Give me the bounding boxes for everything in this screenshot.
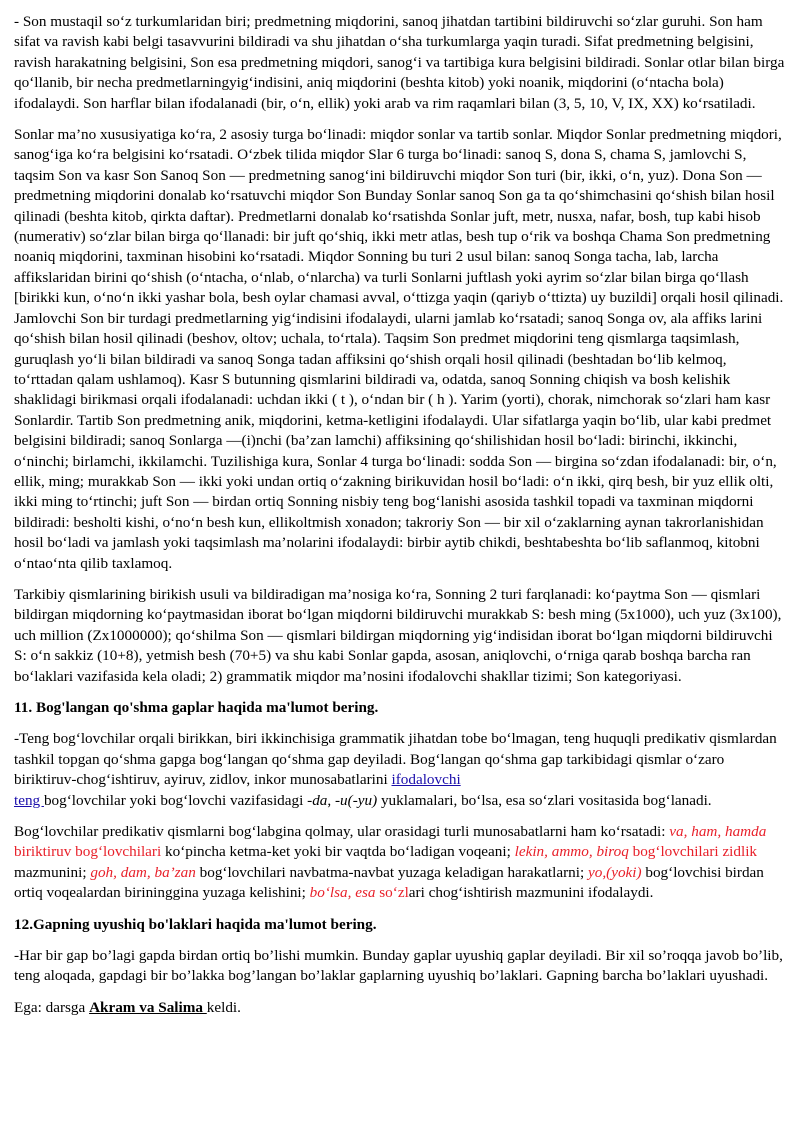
text-segment: mazmunini; [14, 863, 91, 881]
paragraph-uyushiq: -Har bir gap bo’lagi gapda birdan ortiq bo’lishi mumkin. Bunday gaplar uyushiq gaplar deyiladi. Bir xil so’roqqa javob bo’lib, teng aloqada, gapdagi bir bo’lakka bog’langan bo’laklar gaplarning uyushiq bo’laklari. Gapning barcha bo’laklari uyushadi. [14, 947, 783, 985]
heading-question-11: 11. Bog'langan qo'shma gaplar haqida ma'lumot bering. [14, 699, 379, 716]
text-segment: , [327, 791, 335, 809]
text-lekin-ammo-biroq: lekin, ammo, biroq [514, 843, 629, 861]
text-biriktiruv: biriktiruv bog‘lovchilari [14, 843, 162, 861]
text-segment: keldi. [206, 998, 241, 1016]
text-segment: bog‘lovchilar yoki bog‘lovchi vazifasidagi [43, 791, 308, 809]
text-bolsa-esa: bo‘lsa, esa [309, 884, 376, 902]
text-segment: ko‘pincha ketma-ket yoki bir vaqtda bo‘ladigan voqeani; [161, 843, 515, 861]
text-segment: bog‘lovchilari navbatma-navbat yuzaga keladigan harakatlarni; [195, 863, 589, 881]
text-segment: -Teng bog‘lovchilar orqali birikkan, biri ikkinchisiga grammatik jihatdan tobe bo‘lmagan, teng huquqli predikativ qismlardan tashkil topgan qo‘shma gapga bog‘langan qo‘shma gap deyiladi. Bog‘langan qo‘shma gap tarkibidagi qismlar o‘zaro biriktiruv-chog‘ishtiruv, ayiruv, zidlov, inkor munosabatlarini [14, 730, 777, 789]
text-u-yu: -u(-yu) [334, 791, 378, 809]
paragraph-example-ega [14, 998, 786, 1018]
text-segment: Ega: darsga [14, 998, 90, 1016]
text-zidlik: bog‘lovchilari zidlik [628, 843, 758, 861]
text-va-ham-hamda: va, ham, hamda [669, 823, 767, 841]
text-segment: ari chog‘ishtirish mazmunini ifodalaydi. [408, 884, 654, 902]
text-segment: bog‘lovchisi birdan ortiq voqealardan birininggina yuzaga kelishini; [14, 863, 764, 902]
paragraph-son-definition: - Son mustaqil so‘z turkumlaridan biri; predmetning miqdorini, sanoq jihatdan tartibini bildiruvchi so‘zlar guruhi. Son ham sifat va ravish kabi belgi tasavvurini bildiradi va shu jihatdan o‘sha turkumlarga yaqin turadi. Sifat predmetning belgisini, ravish harakatning belgisini, Son esa predmetning miqdori, sanog‘i va tartibiga kura belgisini bildiradi. Sonlar otlar bilan birga qo‘llanib, bir necha predmetlarningyig‘indisini, aniq miqdorini (beshta kitob) yoki noanik, miqdorini (o‘ntacha bola) ifodalaydi. Son harflar bilan ifodalanadi (bir, o‘n, ellik) yoki arab va rim raqamlari bilan (3, 5, 10, V, IX, XX) ko‘rsatiladi. [14, 13, 785, 112]
text-da: -da [307, 791, 328, 809]
text-akram-va-salima: Akram va Salima [89, 998, 207, 1016]
text-sozl: so‘zl [375, 884, 409, 902]
paragraph-son-structure: Tarkibiy qismlarining birikish usuli va bildiradigan ma’nosiga ko‘ra, Sonning 2 turi farqlanadi: ko‘paytma Son — qismlari bildirgan miqdorning ko‘paytmasidan iborat bo‘lgan miqdorni bildiruvchi murakkab S: besh ming (5x1000), uch yuz (3x100), uch million (Zx1000000); qo‘shilma Son — qismlari bildirgan miqdorning yig‘indisidan iborat bo‘lgan miqdorni bildiruvchi S: o‘n sakkiz (10+8), yetmish besh (70+5) va shu kabi Sonlar gapda, asosan, aniqlovchi, o‘rniga qarab boshqa barcha ran bo‘laklari vazifasida kela oladi; 2) grammatik miqdor ma’nosini ifodalovchi shakllar tizimi; Son kategoriyasi. [14, 585, 782, 685]
link-teng[interactable]: teng [14, 791, 44, 809]
text-goh-dam-bazan: goh, dam, ba’zan [90, 863, 196, 881]
text-yo-yoki: yo,(yoki) [588, 863, 642, 881]
paragraph-boglangan-definition [14, 729, 786, 811]
text-segment: yuklamalari, bo‘lsa, esa so‘zlari vositasida bog‘lanadi. [377, 791, 712, 809]
text-segment: Bog‘lovchilar predikativ qismlarni bog‘labgina qolmay, ular orasidagi turli munosabatlarni ham ko‘rsatadi: [14, 823, 670, 841]
paragraph-boglovchilar [14, 822, 786, 904]
heading-question-12: 12.Gapning uyushiq bo'laklari haqida ma'lumot bering. [14, 915, 377, 933]
link-ifodalovchi[interactable]: ifodalovchi [391, 771, 461, 789]
paragraph-son-types: Sonlar ma’no xususiyatiga ko‘ra, 2 asosiy turga bo‘linadi: miqdor sonlar va tartib sonlar. Miqdor Sonlar predmetning miqdori, sanog‘iga ko‘ra belgisini ko‘rsatadi. O‘zbek tilida miqdor Slar 6 turga bo‘linadi: sanoq S, dona S, chama S, jamlovchi S, taqsim Son va kasr Son Sanoq Son — predmetning sanog‘ini bildiruvchi miqdor Son turi (bir, ikki, o‘n, yuz). Dona Son — predmetning miqdorini donalab ko‘rsatuvchi miqdor Son Bunday Sonlar sanoq Son ga ta qo‘shimchasini qo‘shish bilan hosil qilinadi (beshta kitob, qirkta daftar). Predmetlarni donalab ko‘rsatishda Sonlar juft, metr, nusxa, nafar, bosh, tup kabi hisob (numerativ) so‘zlar bilan birga qo‘llanadi: bir juft qo‘shiq, ikki metr atlas, besh tup o‘rik va boshqa Chama Son predmetning noaniq miqdorini, taxminan hisobini ko‘rsatadi. Miqdor Sonning bu turi 2 usul bilan: sanoq Songa tacha, lab, larcha affikslaridan birini qo‘shish (o‘ntacha, o‘nlab, o‘nlarcha) va turli Sonlarni juftlash yoki ayrim so‘zlar bilan birga qo‘llash [birikki kun, o‘no‘n ikki yashar bola, besh oylar chamasi avval, o‘ttizga yaqin (qariyb o‘ttizta) uy buzildi] orqali hosil qilinadi. Jamlovchi Son bir turdagi predmetlarning yig‘indisini ifodalaydi, ularni jamlab ko‘rsatadi; sanoq Songa ov, ala affiks larini qo‘shish bilan hosil qilinadi (beshov, oltov; uchala, to‘rtala). Taqsim Son predmet miqdorini teng qismlarga taqsimlash, guruqlash yo‘li bilan bildiradi va sanoq Songa tadan affiksini qo‘shish orqali hosil qilinadi (beshtadan bo‘lib kelmoq, to‘rttadan qalam ushlamoq). Kasr S butunning qismlarini bildiradi va, odatda, sanoq Sonning chiqish va bosh kelishik shaklidagi birikmasi orqali ifodalanadi: uchdan ikki ( t ), o‘ndan bir ( h ). Yarim (yorti), chorak, nimchorak so‘zlari ham kasr Sonlardir. Tartib Son predmetning anik, miqdorini, ketma-ketligini ifodalaydi. Ular sifatlarga yaqin bo‘lib, ular kabi predmet belgisini bildiradi; sanoq Sonlarga —(i)nchi (ba’zan lamchi) affiksining qo‘shilishidan hosil bo‘ladi: birinchi, ikkinchi, o‘ninchi; birlamchi, ikkilamchi. Tuzilishiga kura, Sonlar 4 turga bo‘linadi: sodda Son — birgina so‘zdan ifodalanadi: bir, o‘n, ellik, ming; murakkab Son — ikki yoki undan ortiq o‘zakning birikuvidan hosil bo‘ladi: o‘n ikki, qirq besh, bir yuz ellik olti, ikki ming to‘rtinchi; juft Son — birdan ortiq Sonning nisbiy teng bog‘lanishi asosida tashkil topadi va taxminan miqdorni bildiradi: besholti kishi, o‘no‘n besh kun, ellikoltmish xonadon; takroriy Son — bir xil o‘zaklarning aynan takrorlanishidan hosil bo‘ladi va jamlash yoki taqsimlash ma’nolarini ifodalaydi: birbir aytib chikdi, beshtabeshta bo‘lib saflanmoq, kitobni o‘ntao‘nta qilib taxlamoq. [14, 126, 784, 572]
